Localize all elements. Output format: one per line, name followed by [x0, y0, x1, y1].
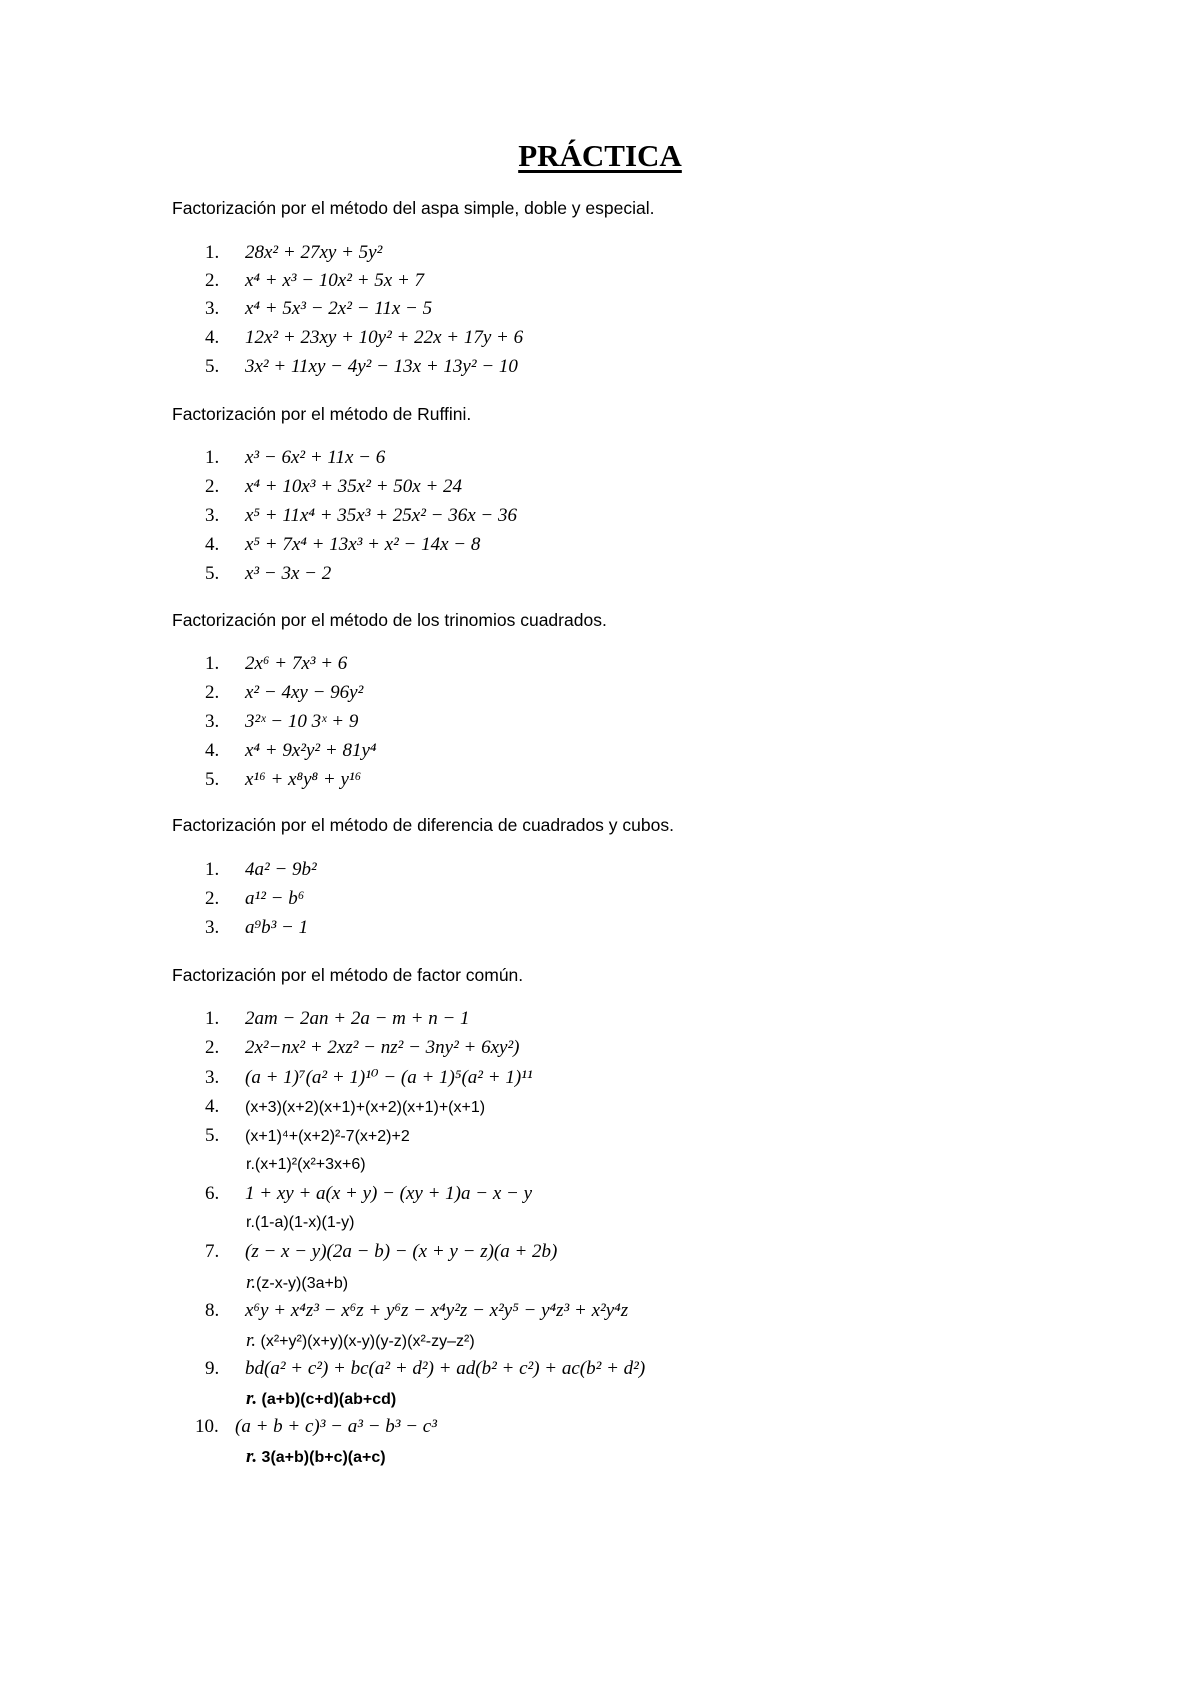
answer-text: (x+1)²(x²+3x+6) — [254, 1156, 366, 1173]
list-item — [205, 242, 382, 270]
list-item — [205, 888, 304, 916]
list-item — [205, 1008, 470, 1036]
list-item — [205, 505, 517, 533]
item-expression: (x+1)⁴+(x+2)²-7(x+2)+2 — [245, 1128, 410, 1145]
item-number: 2. — [205, 270, 220, 291]
item-number: 1. — [205, 859, 220, 880]
item-number: 3. — [205, 711, 220, 732]
item-expression: x³ − 6x² + 11x − 6 — [245, 447, 386, 468]
list-item — [205, 859, 317, 887]
answer-text: (z-x-y)(3a+b) — [256, 1275, 349, 1292]
item-number: 3. — [205, 917, 220, 938]
section-heading-factor-comun: Factorización por el método de factor común. — [172, 965, 524, 985]
list-item — [205, 653, 347, 681]
item-answer — [246, 1330, 475, 1352]
item-expression: 1 + xy + a(x + y) − (xy + 1)a − x − y — [245, 1183, 533, 1204]
item-expression: x⁵ + 11x⁴ + 35x³ + 25x² − 36x − 36 — [245, 505, 517, 526]
list-item — [205, 563, 331, 591]
item-expression: a⁹b³ − 1 — [245, 917, 309, 938]
answer-text: (a+b)(c+d)(ab+cd) — [257, 1391, 397, 1408]
item-answer — [246, 1156, 366, 1174]
item-number: 7. — [205, 1241, 220, 1262]
item-expression: (x+3)(x+2)(x+1)+(x+2)(x+1)+(x+1) — [245, 1099, 486, 1116]
answer-text: 3(a+b)(b+c)(a+c) — [257, 1449, 386, 1466]
answer-text: (x²+y²)(x+y)(x-y)(y-z)(x²-zy–z²) — [256, 1333, 475, 1350]
item-number: 3. — [205, 1067, 220, 1088]
item-expression: 4a² − 9b² — [245, 859, 317, 880]
answer-prefix: r. — [246, 1156, 255, 1173]
item-number: 5. — [205, 1125, 220, 1146]
item-number: 1. — [205, 242, 220, 263]
item-number: 9. — [205, 1358, 220, 1379]
list-item — [205, 327, 523, 355]
list-item — [205, 1183, 532, 1211]
section-heading-aspa: Factorización por el método del aspa simple, doble y especial. — [172, 198, 655, 218]
item-number: 4. — [205, 534, 220, 555]
list-item — [205, 1125, 410, 1153]
item-expression: x⁴ + x³ − 10x² + 5x + 7 — [245, 270, 425, 291]
item-answer — [246, 1214, 354, 1232]
item-expression: x⁴ + 5x³ − 2x² − 11x − 5 — [245, 298, 433, 319]
list-item — [205, 270, 424, 298]
list-item — [205, 1358, 645, 1386]
section-heading-trinomios: Factorización por el método de los trinomios cuadrados. — [172, 610, 607, 630]
item-expression: x¹⁶ + x⁸y⁸ + y¹⁶ — [245, 769, 362, 790]
item-expression: x² − 4xy − 96y² — [245, 682, 364, 703]
answer-prefix: r. — [246, 1446, 258, 1467]
item-expression: x³ − 3x − 2 — [245, 563, 332, 584]
list-item — [205, 740, 376, 768]
item-answer — [246, 1388, 396, 1410]
list-item — [205, 711, 358, 739]
item-number: 2. — [205, 1037, 220, 1058]
list-item — [205, 1096, 485, 1124]
item-number: 4. — [205, 740, 220, 761]
page-title: PRÁCTICA — [518, 138, 682, 173]
item-number: 4. — [205, 1096, 220, 1117]
item-expression: 2x⁶ + 7x³ + 6 — [245, 653, 348, 674]
answer-text: (1-a)(1-x)(1-y) — [254, 1214, 355, 1231]
item-number: 10. — [195, 1416, 219, 1437]
item-expression: 3²ˣ − 10 3ˣ + 9 — [245, 711, 359, 732]
item-number: 6. — [205, 1183, 220, 1204]
item-expression: bd(a² + c²) + bc(a² + d²) + ad(b² + c²) + ac(b² + d²) — [245, 1358, 646, 1379]
list-item — [205, 917, 308, 945]
item-expression: (a + 1)⁷(a² + 1)¹⁰ − (a + 1)⁵(a² + 1)¹¹ — [245, 1067, 533, 1088]
answer-prefix: r. — [246, 1214, 255, 1231]
item-number: 2. — [205, 888, 220, 909]
item-number: 1. — [205, 653, 220, 674]
list-item — [195, 1416, 437, 1444]
list-item — [205, 447, 385, 475]
answer-prefix: r. — [246, 1272, 257, 1293]
item-expression: (a + b + c)³ − a³ − b³ − c³ — [235, 1416, 437, 1437]
item-expression: 28x² + 27xy + 5y² — [245, 242, 383, 263]
list-item — [205, 769, 361, 797]
list-item — [205, 298, 432, 326]
item-number: 1. — [205, 447, 220, 468]
item-number: 4. — [205, 327, 220, 348]
item-expression: 12x² + 23xy + 10y² + 22x + 17y + 6 — [245, 327, 524, 348]
list-item — [205, 1300, 628, 1328]
item-number: 3. — [205, 505, 220, 526]
item-number: 8. — [205, 1300, 220, 1321]
item-expression: 3x² + 11xy − 4y² − 13x + 13y² − 10 — [245, 356, 518, 377]
answer-prefix: r. — [246, 1330, 257, 1351]
item-number: 1. — [205, 1008, 220, 1029]
item-expression: x⁶y + x⁴z³ − x⁶z + y⁶z − x⁴y²z − x²y⁵ − y⁴z³ + x²y⁴z — [245, 1300, 629, 1321]
list-item — [205, 682, 363, 710]
list-item — [205, 1037, 520, 1065]
list-item — [205, 1066, 533, 1094]
list-item — [205, 1241, 557, 1269]
item-number: 5. — [205, 769, 220, 790]
item-expression: x⁴ + 10x³ + 35x² + 50x + 24 — [245, 476, 463, 497]
list-item — [205, 476, 462, 504]
item-expression: 2x²−nx² + 2xz² − nz² − 3ny² + 6xy²) — [245, 1037, 520, 1058]
item-expression: (z − x − y)(2a − b) − (x + y − z)(a + 2b) — [245, 1241, 558, 1262]
item-number: 5. — [205, 356, 220, 377]
answer-prefix: r. — [246, 1388, 258, 1409]
item-expression: a¹² − b⁶ — [245, 888, 305, 909]
item-number: 2. — [205, 476, 220, 497]
item-expression: x⁴ + 9x²y² + 81y⁴ — [245, 740, 377, 761]
item-number: 3. — [205, 298, 220, 319]
section-heading-ruffini: Factorización por el método de Ruffini. — [172, 404, 472, 424]
list-item — [205, 356, 518, 384]
item-expression: x⁵ + 7x⁴ + 13x³ + x² − 14x − 8 — [245, 534, 481, 555]
item-number: 5. — [205, 563, 220, 584]
item-answer — [246, 1446, 386, 1468]
item-answer — [246, 1272, 348, 1294]
item-number: 2. — [205, 682, 220, 703]
section-heading-diferencia: Factorización por el método de diferencia de cuadrados y cubos. — [172, 815, 674, 835]
item-expression: 2am − 2an + 2a − m + n − 1 — [245, 1008, 470, 1029]
list-item — [205, 534, 480, 562]
